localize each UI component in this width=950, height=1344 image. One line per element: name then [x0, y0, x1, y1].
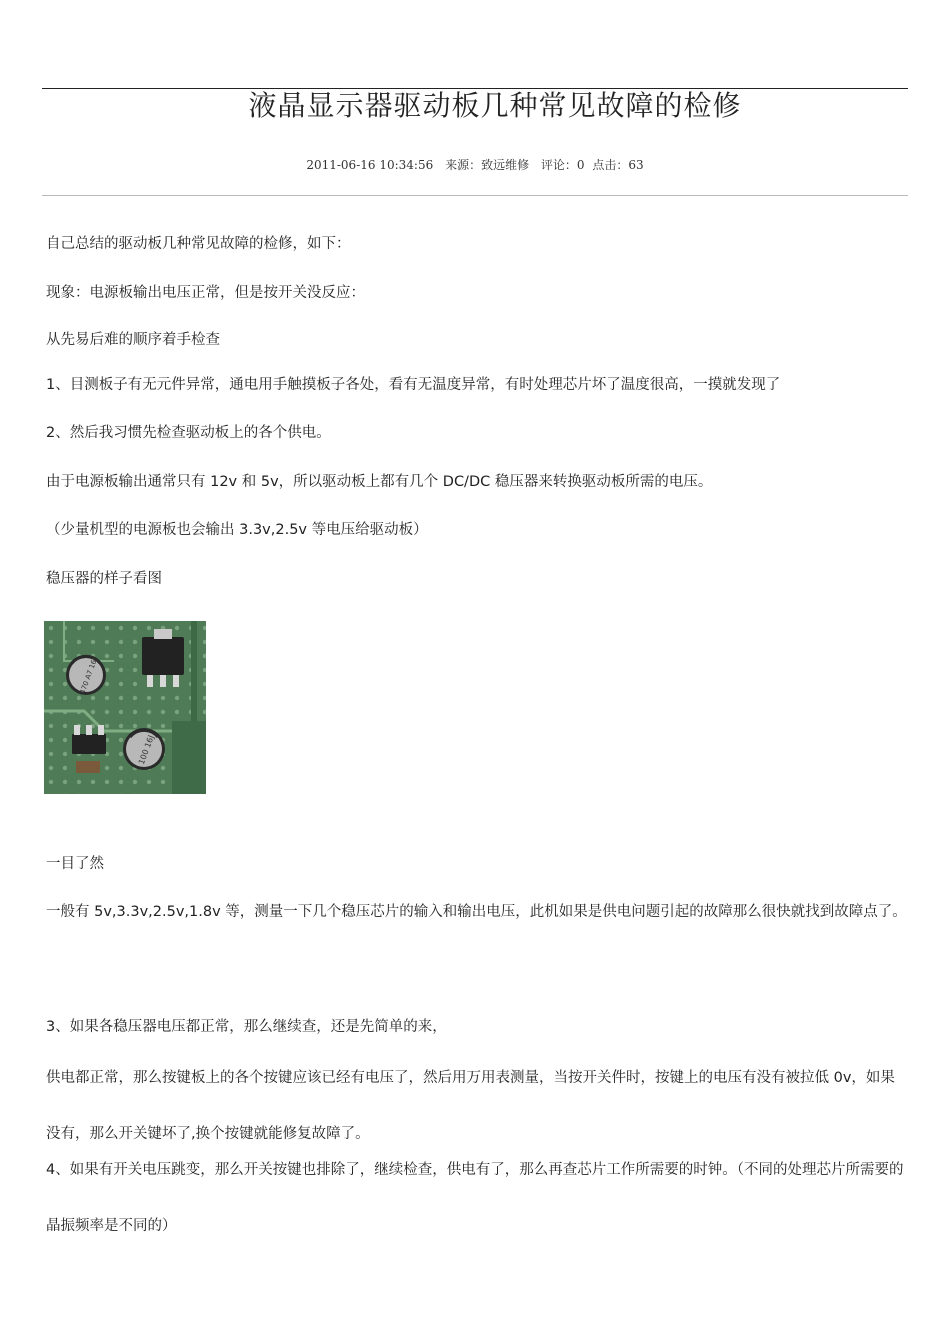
- paragraph: 供电都正常，那么按键板上的各个按键应该已经有电压了，然后用万用表测量，当按开关件时，按键上的电压有没有被拉低 0v，如果没有，那么开关键坏了,换个按键就能修复故障了。: [46, 1070, 895, 1142]
- paragraph: 自己总结的驱动板几种常见故障的检修，如下：: [46, 236, 351, 252]
- meta-clicks: 点击：63: [592, 158, 644, 172]
- paragraph: 4、如果有开关电压跳变，那么开关按键也排除了，继续检查，供电有了，那么再查芯片工作所需要的时钟。（不同的处理芯片所需要的晶振频率是不同的）: [46, 1162, 904, 1234]
- article-title: 液晶显示器驱动板几种常见故障的检修: [248, 89, 742, 122]
- paragraph: 一目了然: [46, 856, 104, 872]
- meta-source: 来源：致远维修: [445, 158, 530, 172]
- capacitor-1-label: 470 A7 16J: [78, 656, 100, 696]
- article-meta: [42, 156, 908, 173]
- paragraph: 3、如果各稳压器电压都正常，那么继续查，还是先简单的来，: [46, 1019, 447, 1035]
- paragraph: 稳压器的样子看图: [46, 571, 162, 587]
- meta-rule: [42, 195, 908, 196]
- paragraph: 从先易后难的顺序着手检查: [46, 332, 220, 348]
- paragraph: 2、然后我习惯先检查驱动板上的各个供电。: [46, 425, 331, 441]
- meta-datetime: 2011-06-16 10:34:56: [306, 158, 434, 172]
- paragraph: 1、目测板子有无元件异常，通电用手触摸板子各处，看有无温度异常，有时处理芯片坏了温度很高，一摸就发现了: [46, 377, 781, 393]
- paragraph: 现象：电源板输出电压正常，但是按开关没反应：: [46, 285, 365, 301]
- meta-comments: 评论：0: [540, 158, 585, 172]
- paragraph: 由于电源板输出通常只有 12v 和 5v，所以驱动板上都有几个 DC/DC 稳压器来转换驱动板所需的电压。: [46, 474, 713, 490]
- paragraph: （少量机型的电源板也会输出 3.3v,2.5v 等电压给驱动板）: [46, 522, 428, 538]
- capacitor-2-label: 100 16J: [136, 734, 156, 766]
- voltage-regulator-photo: [44, 621, 206, 794]
- paragraph: 一般有 5v,3.3v,2.5v,1.8v 等，测量一下几个稳压芯片的输入和输出电压，此机如果是供电问题引起的故障那么很快就找到故障点了。: [46, 904, 907, 920]
